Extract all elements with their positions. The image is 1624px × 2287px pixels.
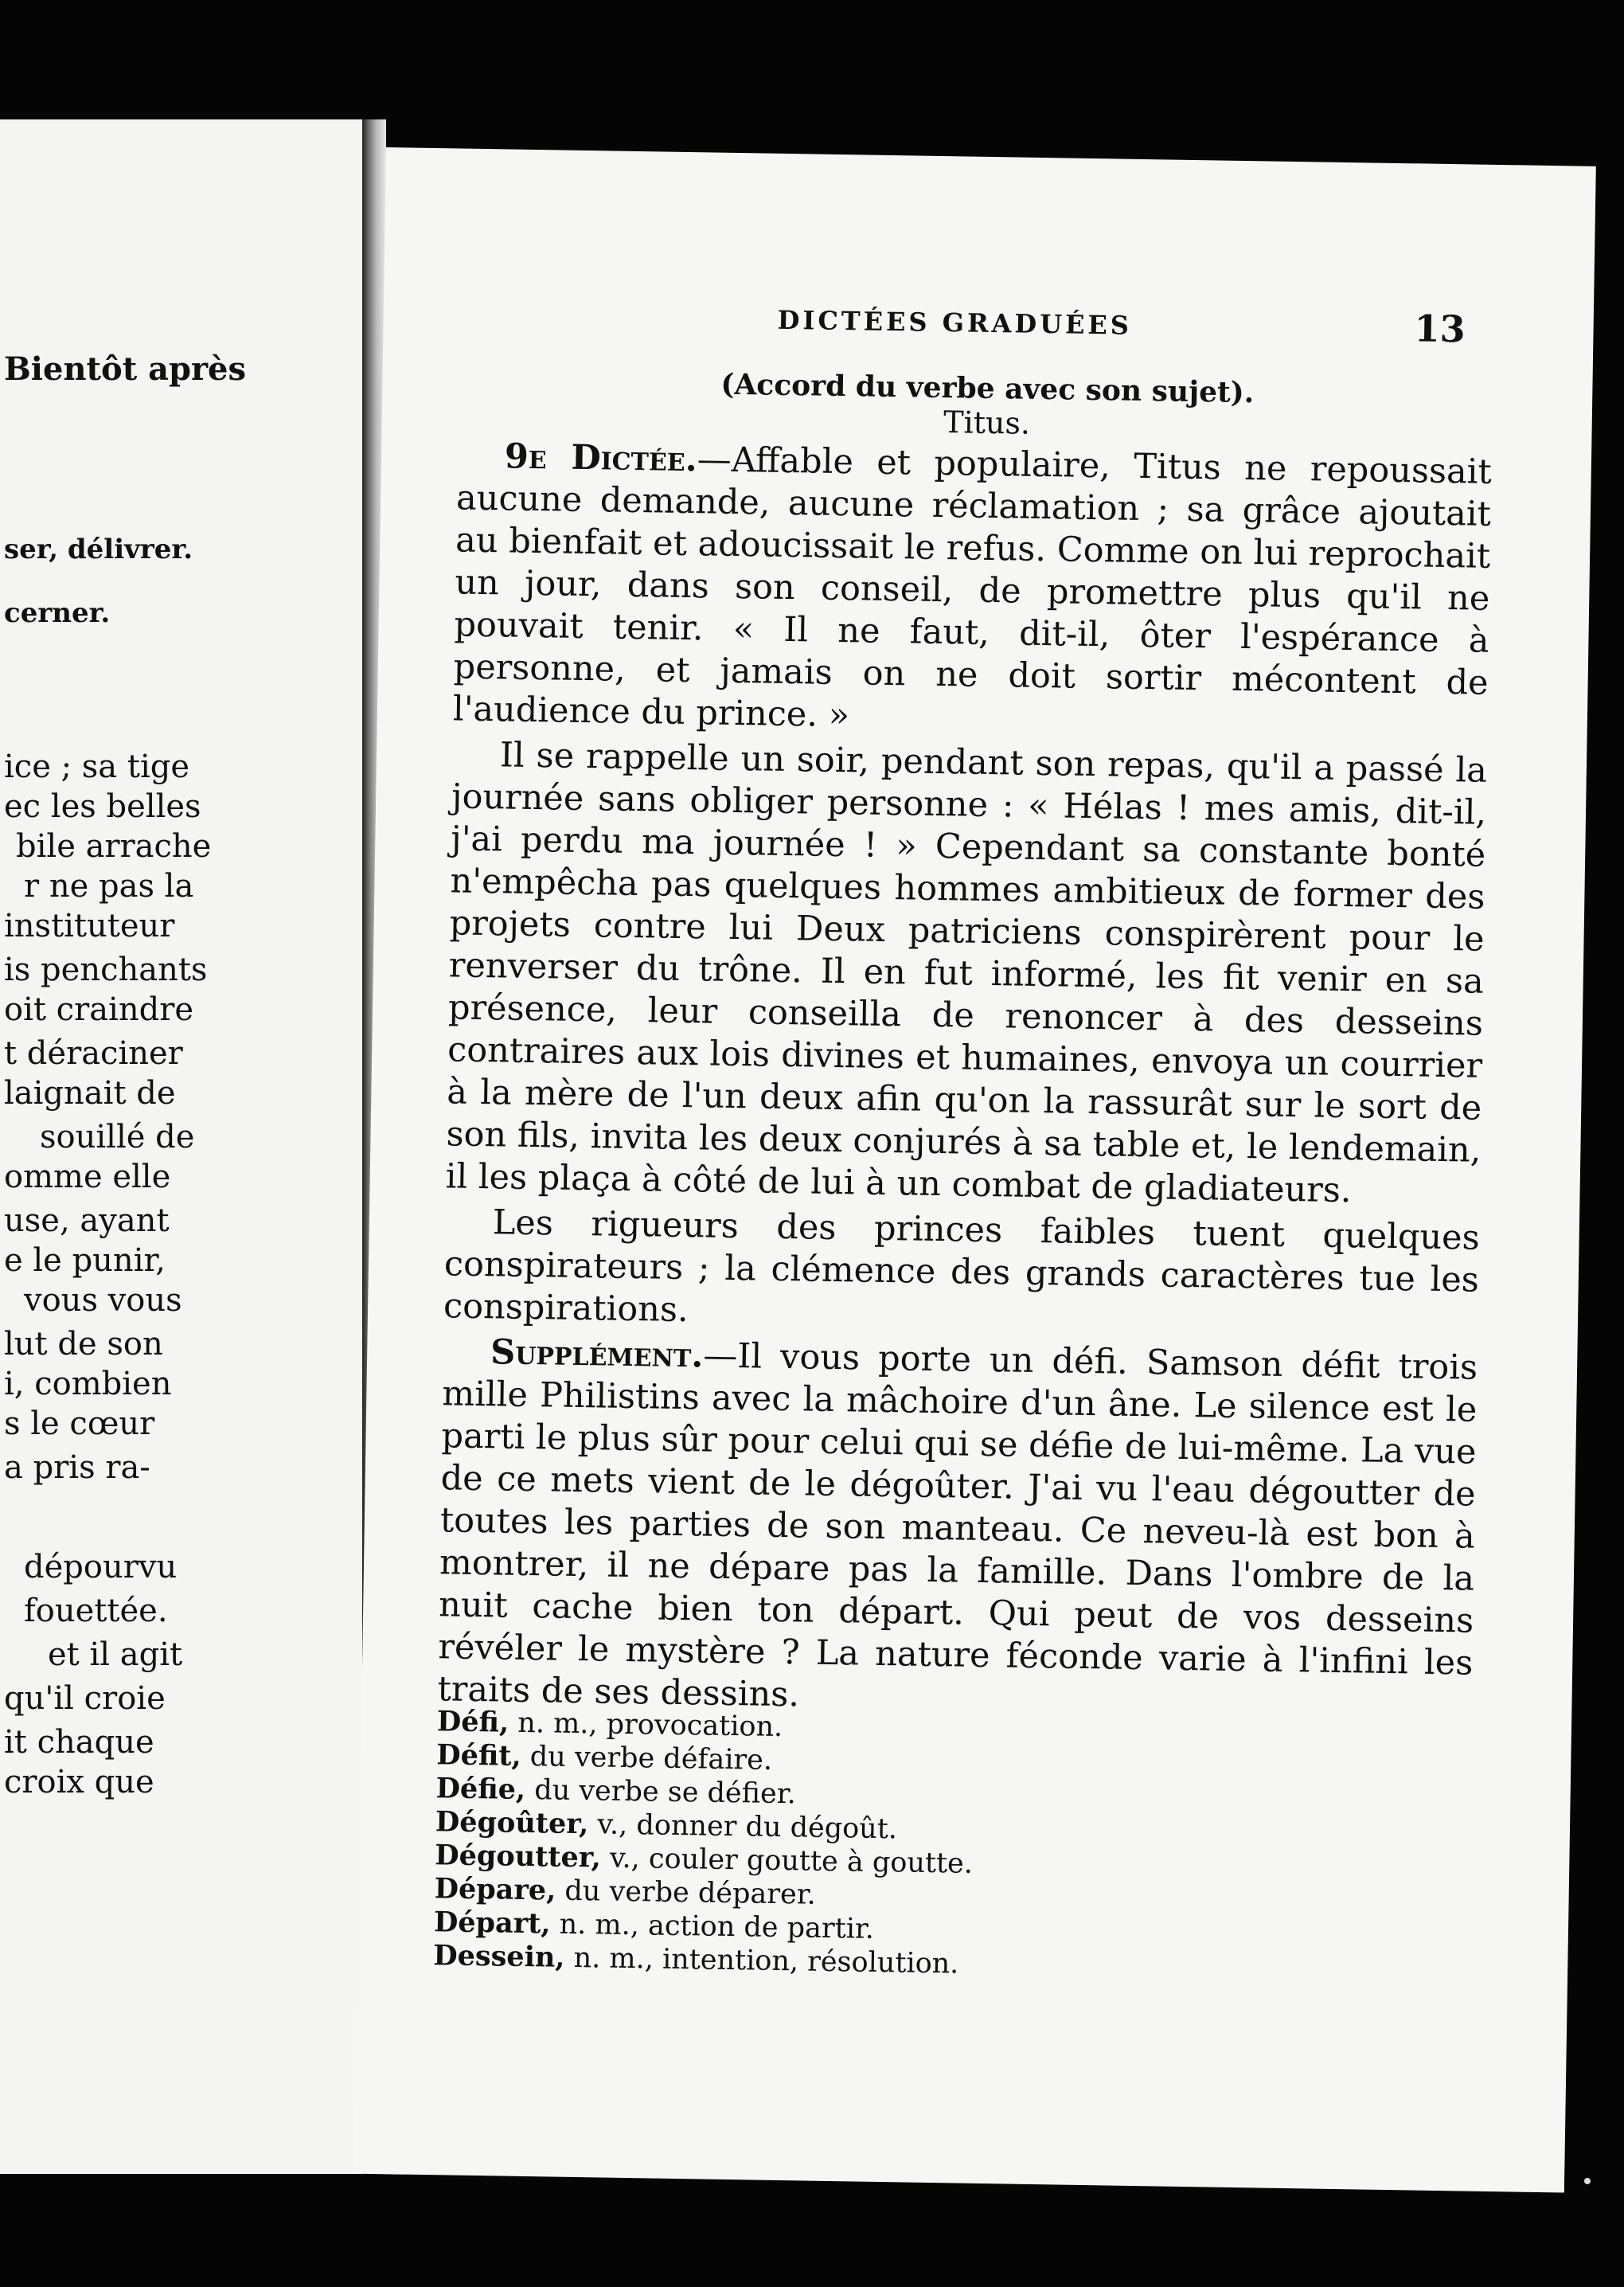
glossary-definition: n. m., action de partir. (550, 1908, 875, 1945)
glossary-term: Dégoutter, (434, 1839, 602, 1875)
left-page-fragment: dépourvu (24, 1549, 178, 1585)
left-page-fragment: it chaque (4, 1724, 154, 1761)
paragraph-text: —Affable et populaire, Titus ne repoussait aucune demande, aucune réclamation ; sa grâce ajoutait au bienfait et adoucissait le refus. Comme on lui reprochait un jour, dans son conseil, de promettre plus qu'il ne pouvait tenir. « Il ne faut, dit-il, ôter l'espérance à personne, et jamais on ne doit sortir mécontent de l'audience du prince. » (452, 440, 1493, 736)
left-page-fragment: croix que (4, 1764, 154, 1800)
glossary-term: Dessein, (433, 1939, 565, 1974)
left-page-fragment: Bientôt après (4, 350, 247, 388)
paragraph (445, 733, 1487, 1214)
left-page-fragment: et il agit (48, 1636, 183, 1673)
subtitle-line: (Accord du verbe avec son sujet). (720, 367, 1255, 410)
left-page-fragment: fouettée. (24, 1593, 168, 1629)
left-page-fragment: ec les belles (4, 788, 201, 825)
left-page-fragment: i, combien (4, 1366, 172, 1402)
glossary-definition: du verbe se défier. (525, 1774, 797, 1811)
left-page-fragment: laignait de (4, 1075, 176, 1112)
left-page-fragment: is penchants (4, 952, 208, 988)
left-page-fragment: bile arrache (16, 828, 212, 865)
left-page-fragment: t déraciner (4, 1035, 183, 1072)
left-page-fragment: e le punir, (4, 1242, 166, 1279)
left-page-fragment: oit craindre (4, 991, 193, 1028)
glossary-term: Départ, (433, 1906, 551, 1941)
glossary-definition: du verbe déparer. (555, 1875, 817, 1911)
left-page-fragment: a pris ra- (4, 1449, 150, 1486)
left-page-fragment: cerner. (4, 597, 111, 629)
left-page-fragment: use, ayant (4, 1202, 170, 1239)
left-page (0, 119, 362, 2174)
glossary-term: Dépare, (434, 1872, 556, 1907)
left-page-fragment: r ne pas la (24, 868, 194, 905)
paragraph (437, 1331, 1478, 1726)
left-page-fragment: s le cœur (4, 1405, 155, 1442)
left-page-fragment: omme elle (4, 1159, 171, 1195)
left-page-fragment: ser, délivrer. (4, 534, 193, 565)
glossary-definition: du verbe défaire. (521, 1740, 773, 1777)
dictation-body (437, 435, 1492, 1730)
left-page-fragment: qu'il croie (4, 1680, 166, 1717)
glossary-definition: n. m., intention, résolution. (564, 1941, 959, 1980)
glossary-definition: v., couler goutte à goutte. (600, 1842, 974, 1880)
glossary (433, 1705, 1432, 1988)
paragraph-text: Les rigueurs des princes faibles tuent quelques conspirateurs ; la clémence des grands caractères tue les conspirations. (443, 1202, 1481, 1331)
left-page-fragment: ice ; sa tige (4, 749, 190, 785)
paragraph-lead: 9e Dictée. (504, 436, 698, 480)
story-title: Titus. (943, 405, 1031, 441)
glossary-definition: v., donner du dégoût. (588, 1808, 898, 1846)
paragraph-text: Il se rappelle un soir, pendant son repas, qu'il a passé la journée sans obliger personne : « Hélas ! mes amis, dit-il, j'ai perdu ma journée ! » Cependant sa constante bonté n'empêcha pas quelques hommes ambitieux de former des projets contre lui Deux patriciens conspirèrent pour le renverser du trône. Il en fut informé, les fit venir en sa présence, leur conseilla de renoncer à des desseins contraires aux lois divines et humaines, envoya un courrier à la mère de l'un deux afin qu'on la rassurât sur le sort de son fils, invita les deux conjurés à sa table et, le lendemain, il les plaça à côté de lui à un combat de gladiateurs. (445, 735, 1488, 1211)
page-number: 13 (1414, 307, 1466, 351)
paragraph (443, 1201, 1480, 1343)
running-header: DICTÉES GRADUÉES (777, 304, 1133, 341)
glossary-term: Dégoûter, (435, 1805, 589, 1841)
glossary-term: Défi, (436, 1705, 509, 1739)
paragraph (453, 435, 1493, 746)
right-page (354, 147, 1596, 2193)
glossary-term: Défit, (435, 1738, 522, 1773)
paragraph-text: —Il vous porte un défi. Samson défit trois mille Philistins avec la mâchoire d'un âne. Le silence est le parti le plus sûr pour celui qui se défie de lui-même. La vue de ce mets vient de le dégoûter. J'ai vu l'eau dégoutter de toutes les parties de son manteau. Ce neveu-là est bon à montrer, il ne dépare pas la famille. Dans l'ombre de la nuit cache bien ton départ. Qui peut de vos desseins révéler le mystère ? La nature féconde varie à l'infini les traits de ses dessins. (437, 1335, 1478, 1715)
paragraph-lead: Supplément. (490, 1332, 704, 1376)
glossary-term: Défie, (435, 1772, 526, 1807)
left-page-fragment: vous vous (24, 1282, 182, 1319)
left-page-fragment: souillé de (40, 1119, 195, 1155)
left-page-fragment: instituteur (4, 908, 175, 944)
page-speck (1584, 2178, 1591, 2184)
glossary-definition: n. m., provocation. (508, 1706, 783, 1744)
left-page-fragment: lut de son (4, 1326, 163, 1362)
